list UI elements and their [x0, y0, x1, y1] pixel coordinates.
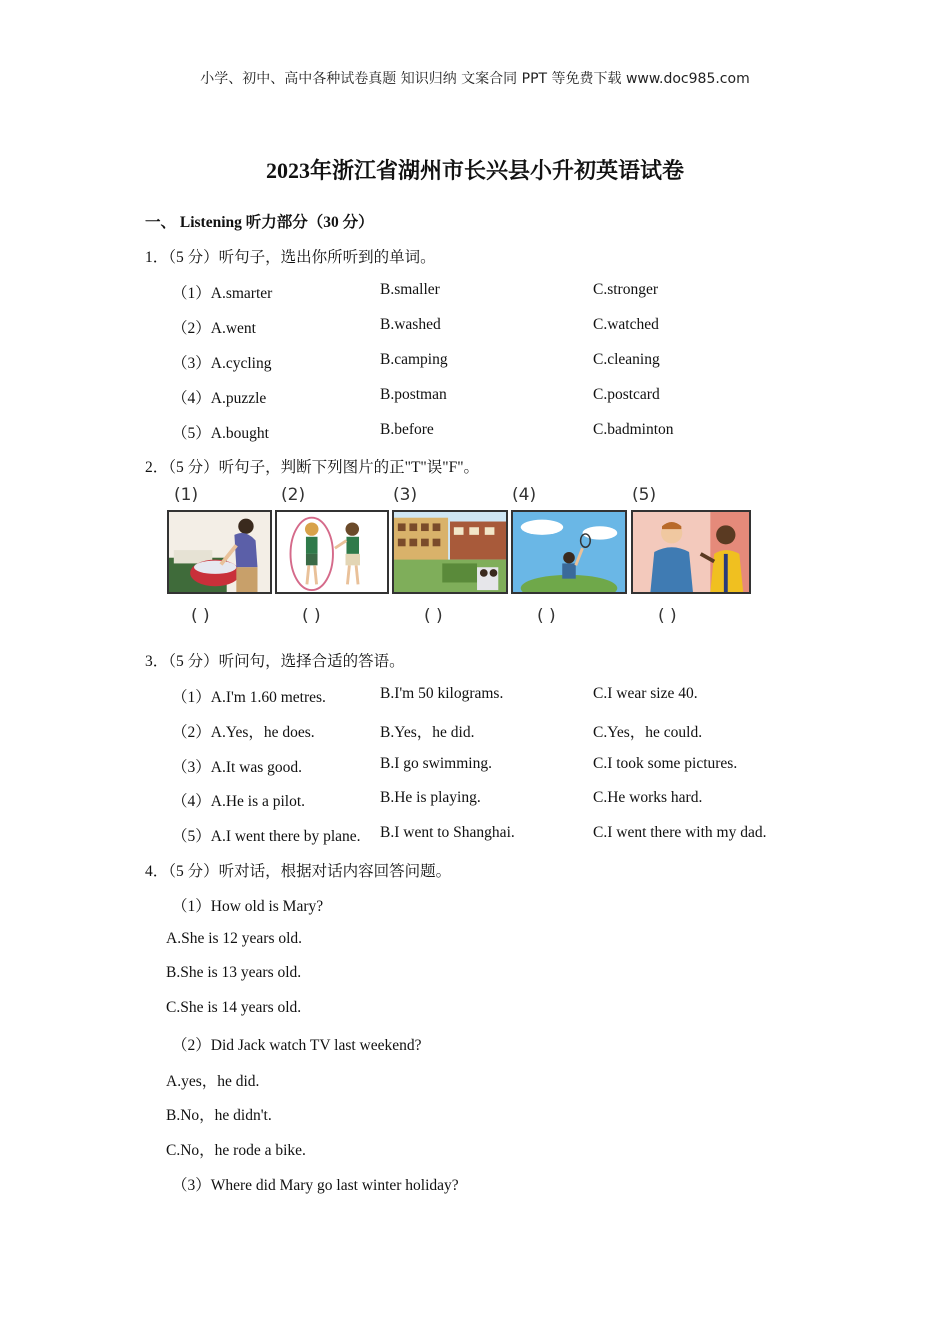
q1-item4-option-a: （4）A.puzzle: [172, 390, 267, 407]
q4-sub1-option-b: B.She is 13 years old.: [166, 964, 302, 981]
q1-item5-option-c: C.badminton: [593, 421, 674, 438]
q3-item1-option-b: B.I'm 50 kilograms.: [380, 685, 504, 702]
picture-5-label: (5): [632, 485, 657, 505]
picture-1-answer-blank[interactable]: ( ): [191, 606, 210, 626]
question-4-stem: 4．（5 分）听对话，根据对话内容回答问题。: [145, 863, 452, 880]
q1-item3-option-a: （3）A.cycling: [172, 355, 272, 372]
section-listening-heading: 一、 Listening 听力部分（30 分）: [145, 214, 374, 231]
q3-item5-option-a: （5）A.I went there by plane.: [172, 828, 361, 845]
q3-item5-option-c: C.I went there with my dad.: [593, 824, 767, 841]
question-3-stem: 3．（5 分）听问句，选择合适的答语。: [145, 653, 405, 670]
question-2-stem: 2．（5 分）听句子，判断下列图片的正"T"误"F"。: [145, 459, 480, 476]
picture-3-label: (3): [393, 485, 418, 505]
q3-item4-option-b: B.He is playing.: [380, 789, 481, 806]
q4-sub2-option-b: B.No，he didn't.: [166, 1107, 272, 1124]
q1-item2-option-b: B.washed: [380, 316, 441, 333]
picture-1-label: (1): [174, 485, 199, 505]
picture-5-answer-blank[interactable]: ( ): [658, 606, 677, 626]
q3-item2-option-a: （2）A.Yes，he does.: [172, 724, 315, 741]
picture-4-answer-blank[interactable]: ( ): [537, 606, 556, 626]
q4-sub1-option-a: A.She is 12 years old.: [166, 930, 303, 947]
q4-sub2-option-c: C.No，he rode a bike.: [166, 1142, 306, 1159]
q4-sub2-option-a: A.yes，he did.: [166, 1073, 260, 1090]
picture-4-badminton: [511, 510, 627, 594]
page-header-watermark: 小学、初中、高中各种试卷真题 知识归纳 文案合同 PPT 等免费下载 www.doc985.com: [200, 71, 750, 87]
q1-item2-option-c: C.watched: [593, 316, 659, 333]
q3-item3-option-b: B.I go swimming.: [380, 755, 492, 772]
q1-item4-option-b: B.postman: [380, 386, 447, 403]
picture-1-washing-clothes: [167, 510, 272, 594]
q1-item1-option-b: B.smaller: [380, 281, 440, 298]
q3-item5-option-b: B.I went to Shanghai.: [380, 824, 515, 841]
q3-item3-option-c: C.I took some pictures.: [593, 755, 738, 772]
q3-item4-option-a: （4）A.He is a pilot.: [172, 793, 306, 810]
picture-2-two-girls: [275, 510, 389, 594]
q1-item1-option-a: （1）A.smarter: [172, 285, 273, 302]
exam-title: 2023年浙江省湖州市长兴县小升初英语试卷: [265, 158, 684, 183]
q3-item2-option-b: B.Yes，he did.: [380, 724, 475, 741]
q1-item5-option-b: B.before: [380, 421, 434, 438]
picture-4-label: (4): [512, 485, 537, 505]
q1-item1-option-c: C.stronger: [593, 281, 659, 298]
q1-item4-option-c: C.postcard: [593, 386, 660, 403]
q1-item2-option-a: （2）A.went: [172, 320, 256, 337]
picture-2-answer-blank[interactable]: ( ): [302, 606, 321, 626]
q4-sub3-question: （3）Where did Mary go last winter holiday?: [172, 1177, 459, 1194]
q3-item1-option-c: C.I wear size 40.: [593, 685, 698, 702]
picture-3-school-scene: [392, 510, 508, 594]
q1-item3-option-c: C.cleaning: [593, 351, 660, 368]
q4-sub2-question: （2）Did Jack watch TV last weekend?: [172, 1037, 422, 1054]
picture-2-label: (2): [281, 485, 306, 505]
picture-5-two-boys-talking: [631, 510, 751, 594]
question-1-stem: 1．（5 分）听句子，选出你所听到的单词。: [145, 249, 436, 266]
q1-item5-option-a: （5）A.bought: [172, 425, 269, 442]
q4-sub1-question: （1）How old is Mary?: [172, 898, 324, 915]
q3-item3-option-a: （3）A.It was good.: [172, 759, 303, 776]
q3-item4-option-c: C.He works hard.: [593, 789, 703, 806]
q4-sub1-option-c: C.She is 14 years old.: [166, 999, 302, 1016]
q3-item1-option-a: （1）A.I'm 1.60 metres.: [172, 689, 326, 706]
q3-item2-option-c: C.Yes，he could.: [593, 724, 703, 741]
q1-item3-option-b: B.camping: [380, 351, 448, 368]
picture-3-answer-blank[interactable]: ( ): [424, 606, 443, 626]
